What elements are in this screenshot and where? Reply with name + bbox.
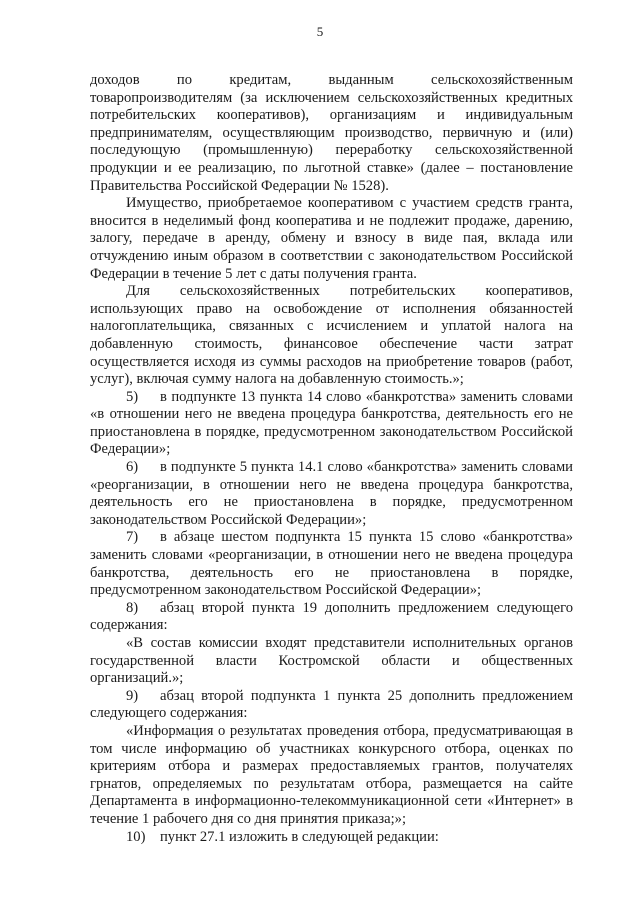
list-item-text: в подпункте 13 пункта 14 слово «банкротства» заменить словами «в отношении него не введена процедура банкротства, деятельность его не приостановлена в порядке, предусмотренном законодательством Российской Федерации»; [90, 388, 573, 458]
list-item-text: в подпункте 5 пункта 14.1 слово «банкротства» заменить словами «реорганизации, в отношении него не введена процедура банкротства, деятельность его не приостановлена в порядке, предусмотренном законодательством Российской Федерации»; [90, 459, 573, 528]
list-item-8 [90, 600, 573, 635]
paragraph-selection-results-quote: «Информация о результатах проведения отбора, предусматривающая в том числе информацию об участниках конкурсного отбора, оценках по критериям отбора и размерах предоставляемых грантов, получателях грнатов, определяемых по результатам отбора, размещается на сайте Департамента в информационно-телекоммуникационной сети «Интернет» в течение 1 рабочего дня со дня принятия приказа;»; [90, 722, 573, 827]
list-item-9 [90, 688, 573, 723]
list-item-text: пункт 27.1 изложить в следующей редакции: [160, 828, 439, 845]
list-item-number: 6) [126, 459, 139, 476]
paragraph-commission-quote: «В состав комиссии входят представители исполнительных органов государственной власти Костромской области и общественных организаций.»; [90, 635, 573, 687]
paragraph-vat-exemption: Для сельскохозяйственных потребительских кооперативов, использующих право на освобождение от исполнения обязанностей налогоплательщика, связанных с исчислением и уплатой налога на добавленную стоимость, финансовое обеспечение части затрат осуществляется исходя из суммы расходов на приобретение товаров (работ, услуг), включая сумму налога на добавленную стоимость.»; [90, 283, 573, 388]
list-item-text: абзац второй пункта 19 дополнить предложением следующего содержания: [90, 599, 573, 634]
list-item-10 [90, 829, 573, 847]
page-number: 5 [316, 24, 324, 39]
list-item-7 [90, 529, 573, 599]
paragraph-grant-property: Имущество, приобретаемое кооперативом с участием средств гранта, вносится в неделимый фонд кооператива и не подлежит продаже, дарению, залогу, передаче в аренду, обмену и взносу в виде пая, вклада или отчуждению иным образом в соответствии с законодательством Российской Федерации в течение 5 лет с даты получения гранта. [90, 195, 573, 282]
list-item-5 [90, 389, 573, 459]
list-item-number: 10) [126, 828, 146, 845]
list-item-number: 7) [126, 529, 139, 546]
list-item-text: абзац второй подпункта 1 пункта 25 дополнить предложением следующего содержания: [90, 687, 573, 722]
list-item-number: 5) [126, 388, 139, 405]
list-item-6 [90, 459, 573, 529]
list-item-text: в абзаце шестом подпункта 15 пункта 15 слово «банкротства» заменить словами «реорганизации, в отношении него не введена процедура банкротства, деятельность его не приостановлена в порядке, предусмотренном законодательством Российской Федерации»; [90, 529, 573, 599]
list-item-number: 8) [126, 599, 139, 616]
document-body [90, 72, 573, 846]
list-item-number: 9) [126, 687, 139, 704]
paragraph-credit-continuation: доходов по кредитам, выданным сельскохозяйственным товаропроизводителям (за исключением сельскохозяйственных кредитных потребительских кооперативов), организациям и индивидуальным предпринимателям, осуществляющим производство, первичную и (или) последующую (промышленную) переработку сельскохозяйственной продукции и ее реализацию, по льготной ставке» (далее – постановление Правительства Российской Федерации № 1528). [90, 72, 573, 194]
